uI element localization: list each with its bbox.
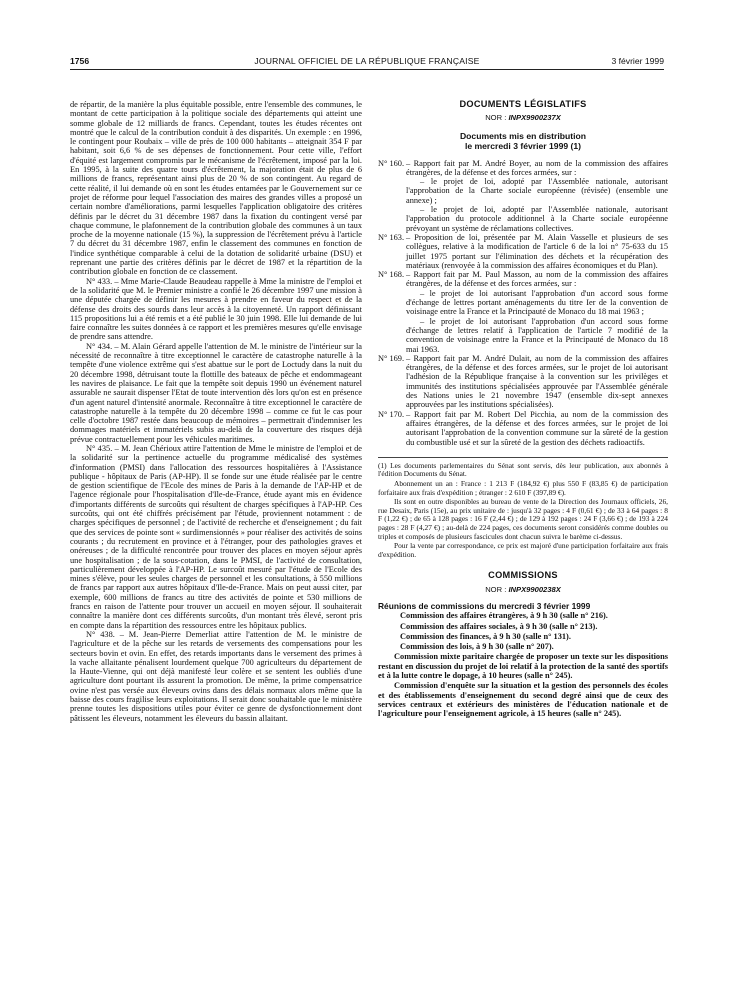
question-434: N° 434. – M. Alain Gérard appelle l'attention de M. le ministre de l'intérieur sur la nécessité de reconnaître à titre exceptionnel le caractère de catastrophe naturelle à la tempête d'une violence extrême qui s'est abattue sur le port de Loctudy dans la nuit du 20 décembre 1998, détruisant toute la flottille des bateaux de pêche et endommageant les navires de plaisance. Le fait que la tempête soit depuis 1990 un événement naturel assurable ne saurait dispenser l'Etat de toute intervention dès lors qu'on est en présence d'un agent naturel d'intensité anormale. Reconnaître à titre exceptionnel le caractère de catastrophe naturelle à la tempête du 20 décembre 1998 – comme ce fut le cas pour celle d'octobre 1987 restée dans beaucoup de mémoires – permettrait d'indemniser les dommages matériels et immatériels subis au-delà de la couverture des risques déjà prévue contractuellement pour les véhicules maritimes. [70, 341, 362, 444]
footnote-mail-order: Pour la vente par correspondance, ce prix est majoré d'une participation forfaitaire aux frais d'expédition. [378, 541, 668, 559]
report-number: N° 169. [378, 353, 405, 363]
report-subitem: – le projet de loi autorisant l'approbation d'un accord sous forme d'échange de lettres relatif à l'application de l'article 7 modifié de la convention de voisinage entre la France et la Principauté de Monaco du 18 mai 1963. [406, 316, 668, 354]
footnotes [378, 457, 668, 560]
footnote-subscription: Abonnement un an : France : 1 213 F (184,92 €) plus 550 F (83,85 €) de participation forfaitaire aux frais d'expédition ; étranger : 2 610 F (397,89 €). [378, 478, 668, 497]
nor-code: INPX9900238X [508, 584, 561, 594]
question-433: N° 433. – Mme Marie-Claude Beaudeau rappelle à Mme la ministre de l'emploi et de la solidarité que M. le Premier ministre a confié le 26 décembre 1997 une mission à une députée chargée de définir les mesures à prendre en faveur du respect et de la défense des droits des sourds dans leur accès à la citoyenneté. Un rapport définissant 115 propositions lui a été remis et a été publié le 30 juin 1998. Elle lui demande de lui faire connaître les suites données à ce rapport et les premières mesures qu'elle envisage de prendre sans attendre. [70, 276, 362, 342]
nor-reference-1 [378, 113, 668, 122]
left-column [70, 100, 362, 723]
report-text: – Rapport fait par M. André Dulait, au nom de la commission des affaires étrangères, de la défense et des forces armées, sur le projet de loi autorisant l'adhésion de la République française à la convention sur les privilèges et immunités des institutions spécialisées approuvée par l'Assemblée générale des Nations unies le 21 novembre 1947 (ensemble dix-sept annexes approuvées par les institutions spécialisées). [406, 353, 668, 410]
question-438: N° 438. – M. Jean-Pierre Demerliat attire l'attention de M. le ministre de l'agriculture et de la pêche sur les retards de versements des compensations pour les secteurs bovin et ovin. En effet, des retards importants dans le versement des primes à la vache allaitante pénalisent lourdement quelque 700 agriculteurs du département de la Haute-Vienne, qui ont déjà manifesté leur colère et se sentent les oubliés d'une agriculture dont pourtant ils assurent la promotion. De même, la prime compensatrice ovine n'est pas versée aux éleveurs ovins dans des délais normaux alors même que la baisse des cours fragilise leurs exploitations. Il serait donc souhaitable que le ministère prenne toutes les dispositions utiles pour éviter ce genre de dysfonctionnement dont pâtissent les éleveurs, notamment les éleveurs du bassin allaitant. [70, 629, 362, 723]
journal-title: JOURNAL OFFICIEL DE LA RÉPUBLIQUE FRANÇAISE [254, 56, 480, 66]
commissions-list [378, 611, 668, 718]
commission-item: Commission mixte paritaire chargée de proposer un texte sur les dispositions restant en discussion du projet de loi relatif à la protection de la santé des sportifs et à la lutte contre le dopage, à 10 heures (salle n° 245). [378, 652, 668, 680]
commission-item: Commission des affaires sociales, à 9 h 30 (salle n° 213). [400, 621, 598, 631]
report-text: – Proposition de loi, présentée par M. Alain Vasselle et plusieurs de ses collègues, relative à la modification de l'article 6 de la loi n° 75-633 du 15 juillet 1975 portant sur l'élimination des déchets et la récupération des matériaux (renvoyée à la commission des affaires économiques et du Plan). [406, 232, 668, 270]
nor-code: INPX9900237X [508, 113, 561, 123]
section-title-commissions: COMMISSIONS [488, 570, 558, 581]
commission-item: Commission d'enquête sur la situation et la gestion des personnels des écoles et des établissements d'enseignement du second degré ainsi que de ceux des services centraux et extérieurs des ministères de l'éducation nationale et de l'agriculture pour l'enseignement agricole, à 15 heures (salle n° 245). [378, 681, 668, 719]
subtitle-line-1: Documents mis en distribution [459, 130, 587, 141]
nor-label: NOR : [485, 584, 507, 594]
report-number: N° 163. [378, 232, 405, 242]
report-text: – Rapport fait par M. Robert Del Picchia, au nom de la commission des affaires étrangères, de la défense et des forces armées, sur le projet de loi autorisant l'approbation de la convention commune sur la sûreté de la gestion du combustible usé et sur la sûreté de la gestion des déchets radioactifs. [406, 409, 668, 447]
commission-item: Commission des affaires étrangères, à 9 h 30 (salle n° 216). [400, 611, 608, 621]
subtitle-line-2: le mercredi 3 février 1999 (1) [464, 140, 582, 151]
report-subitem: – le projet de loi, adopté par l'Assemblée nationale, autorisant l'approbation de la Charte sociale européenne (révisée) (ensemble une annexe) ; [406, 177, 668, 205]
right-column [378, 100, 668, 719]
report-number: N° 168. [378, 270, 405, 280]
page-header [70, 56, 664, 68]
documents-subtitle [378, 131, 668, 151]
header-rule [70, 69, 664, 70]
report-subitem: – le projet de loi autorisant l'approbation d'un accord sous forme d'échange de lettres portant aménagements du titre Ier de la convention de voisinage entre la France et la Principauté de Monaco du 18 mai 1963 ; [406, 288, 668, 317]
issue-date: 3 février 1999 [611, 56, 664, 66]
commission-item: Commission des finances, à 9 h 30 (salle n° 131). [400, 631, 571, 641]
question-continuation: de répartir, de la manière la plus équitable possible, entre l'ensemble des communes, le montant de cette participation à la politique sociale des départements qui atteint une somme globale de 12 milliards de francs. Cependant, toutes les études récentes ont montré que le calcul de la contribution conduit à des disparités. Un exemple : en 1996, le contingent pour Roubaix – ville de près de 100 000 habitants – atteignait 354 F par habitant, soit 6,6 % de ses dépenses de fonctionnement. Pour cette ville, l'effort d'équité est largement compromis par le mécanisme de l'écrêtement, imposé par la loi. En 1995, à la suite des quatre tours d'écrêtement, la majoration était de plus de 6 millions de francs, représentant ainsi plus de 20 % de son contingent. Au regard de cette réalité, il lui demande où en sont les études entamées par le Gouvernement sur ce projet de réforme pour lequel l'association des maires des grandes villes a proposé un certain nombre d'améliorations, parmi lesquelles l'application obligatoire des critères définis par le décret du 31 décembre 1987 dans la fixation du contingent versé par chaque commune, le plafonnement de la contribution globale des communes à un taux proche de la moyenne nationale (15 %), la suppression de l'écrêtement prévu à l'article 7 du décret du 31 décembre 1987, enfin le classement des communes en fonction de l'indice synthétique comparable à celui de la dotation de solidarité urbaine (DSU) et reprenant une partie des critères définis par le décret de 1987 et la répartition de la contribution globale en fonction de ce classement. [70, 100, 362, 277]
report-subitem: – le projet de loi, adopté par l'Assemblée nationale, autorisant l'approbation du protocole additionnel à la Charte sociale européenne prévoyant un système de réclamations collectives. [406, 205, 668, 233]
report-text: – Rapport fait par M. Paul Masson, au nom de la commission des affaires étrangères, de la défense et des forces armées, sur : [406, 270, 668, 289]
commission-item: Commission des lois, à 9 h 30 (salle n° 207). [400, 642, 554, 652]
report-item [378, 159, 668, 233]
report-item [378, 354, 668, 410]
report-item [378, 233, 668, 270]
section-title-documents: DOCUMENTS LÉGISLATIFS [459, 99, 587, 109]
nor-label: NOR : [485, 113, 507, 123]
page-number: 1756 [70, 56, 90, 66]
footnote: (1) Les documents parlementaires du Sénat sont servis, dès leur publication, aux abonnés à l'édition Documents du Sénat. [378, 460, 668, 479]
question-435: N° 435. – M. Jean Chérioux attire l'attention de Mme le ministre de l'emploi et de la solidarité sur la pertinence actuelle du programme médicalisé des systèmes d'information (PMSI) dans l'allocation des ressources hospitalières à l'Assistance publique - hôpitaux de Paris (AP-HP). Il se fonde sur une étude réalisée par le centre de gestion scientifique de l'Ecole des mines de Paris à la demande de l'AP-HP et de l'agence régionale pour l'hospitalisation d'Ile-de-France, étude ayant mis en évidence d'importants différents de surcoûts qui résultent de charges spécifiques à l'AP-HP. Ces surcoûts, qui ont été chiffrés précisément par l'étude, proviennent notamment : de charges spécifiques de personnel ; de l'activité de recherche et d'enseignement ; du fait que des services de pointe sont « surdimensionnés » pour réaliser des activités de soins courants ; du recrutement en province et à l'étranger, pour des pathologies graves et onéreuses ; de la difficulté rencontrée pour trouver des places en moyen séjour après une hospitalisation ; de la sous-cotation, dans le PMSI, de l'activité de consultation, particulièrement développée à l'AP-HP. Le surcoût mesuré par l'étude de l'Ecole des mines s'élève, pour les seules charges de personnel et les consultations, à 550 millions de francs par rapport aux autres hôpitaux d'Ile-de-France. Mais on peut aussi citer, par exemple, 600 millions de francs au titre des activités de pointe et 530 millions de francs en raison de l'attente pour trouver un accueil en moyen séjour. Il souhaiterait connaître la manière dont ces différents surcoûts, d'un montant très élevé, seront pris en compte dans la répartition des ressources entre les hôpitaux publics. [70, 443, 362, 630]
report-text: – Rapport fait par M. André Boyer, au nom de la commission des affaires étrangères, de la défense et des forces armées, sur : [406, 158, 668, 177]
nor-reference-2 [378, 585, 668, 594]
footnote-prices: Ils sont en outre disponibles au bureau de vente de la Direction des Journaux officiels, 26, rue Desaix, Paris (15e), au prix unitaire de : jusqu'à 32 pages : 4 F (0,61 €) ; de 33 à 64 pages : 8 F (1,22 €) ; de 65 à 128 pages : 16 F (2,44 €) ; de 129 à 192 pages : 24 F (3,66 €) ; de 193 à 224 pages : 28 F (4,27 €) ; au-delà de 224 pages, ces documents seront considérés comme doubles ou triples et composés de plusieurs fascicules dont chacun suivra le barème ci-dessus. [378, 497, 668, 541]
commissions-subtitle: Réunions de commissions du mercredi 3 février 1999 [378, 600, 591, 611]
report-number: N° 160. [378, 158, 405, 168]
report-item [378, 270, 668, 354]
reports-list [378, 159, 668, 447]
report-item [378, 410, 668, 447]
report-number: N° 170. [378, 409, 405, 419]
